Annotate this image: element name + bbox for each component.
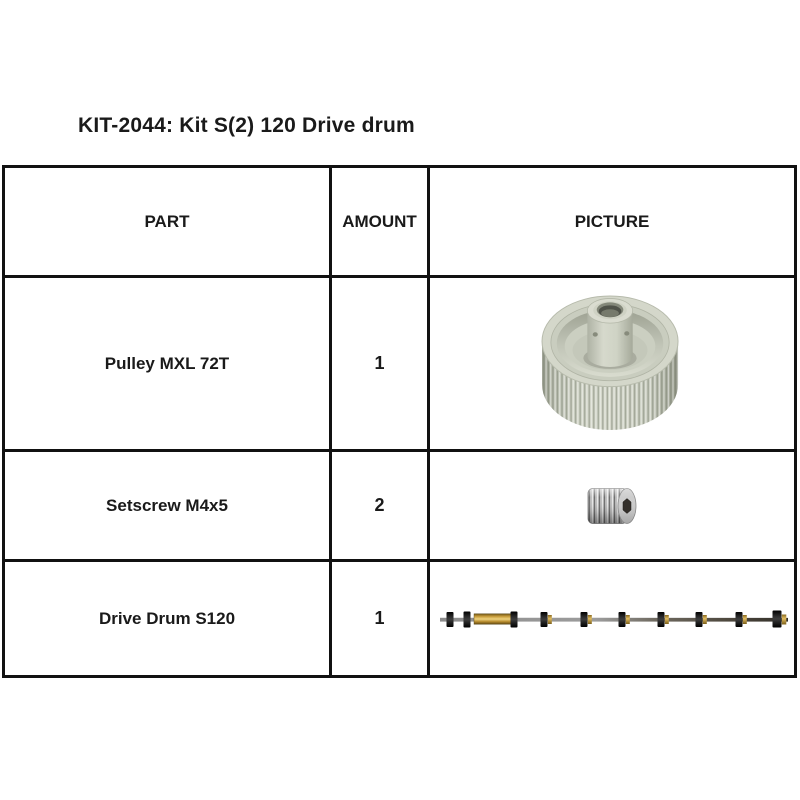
part-name: Drive Drum S120 xyxy=(98,608,236,628)
drive-drum-s120-photo xyxy=(433,567,791,671)
amount-value: 1 xyxy=(374,608,385,628)
column-header-amount xyxy=(332,168,430,278)
amount-value: 1 xyxy=(374,353,385,373)
table-row-3-amount xyxy=(332,562,430,675)
column-header-part xyxy=(5,168,332,278)
column-header-picture xyxy=(430,168,794,278)
column-header-amount-label: AMOUNT xyxy=(342,211,417,231)
part-name: Pulley MXL 72T xyxy=(104,353,230,373)
table-row-2-picture xyxy=(430,452,794,562)
pulley-mxl-72t-photo xyxy=(538,295,686,433)
table-row-3-picture xyxy=(430,562,794,675)
table-row-2-part xyxy=(5,452,332,562)
part-name: Setscrew M4x5 xyxy=(106,495,228,515)
table-row-1-part xyxy=(5,278,332,452)
setscrew-m4x5-photo xyxy=(587,486,637,526)
kit-title: KIT-2044: Kit S(2) 120 Drive drum xyxy=(78,114,415,137)
table-row-3-part xyxy=(5,562,332,675)
amount-value: 2 xyxy=(374,495,385,515)
parts-table xyxy=(2,165,797,678)
table-row-1-amount xyxy=(332,278,430,452)
column-header-part-label: PART xyxy=(144,211,190,231)
column-header-picture-label: PICTURE xyxy=(574,211,650,231)
table-row-1-picture xyxy=(430,278,794,452)
table-row-2-amount xyxy=(332,452,430,562)
